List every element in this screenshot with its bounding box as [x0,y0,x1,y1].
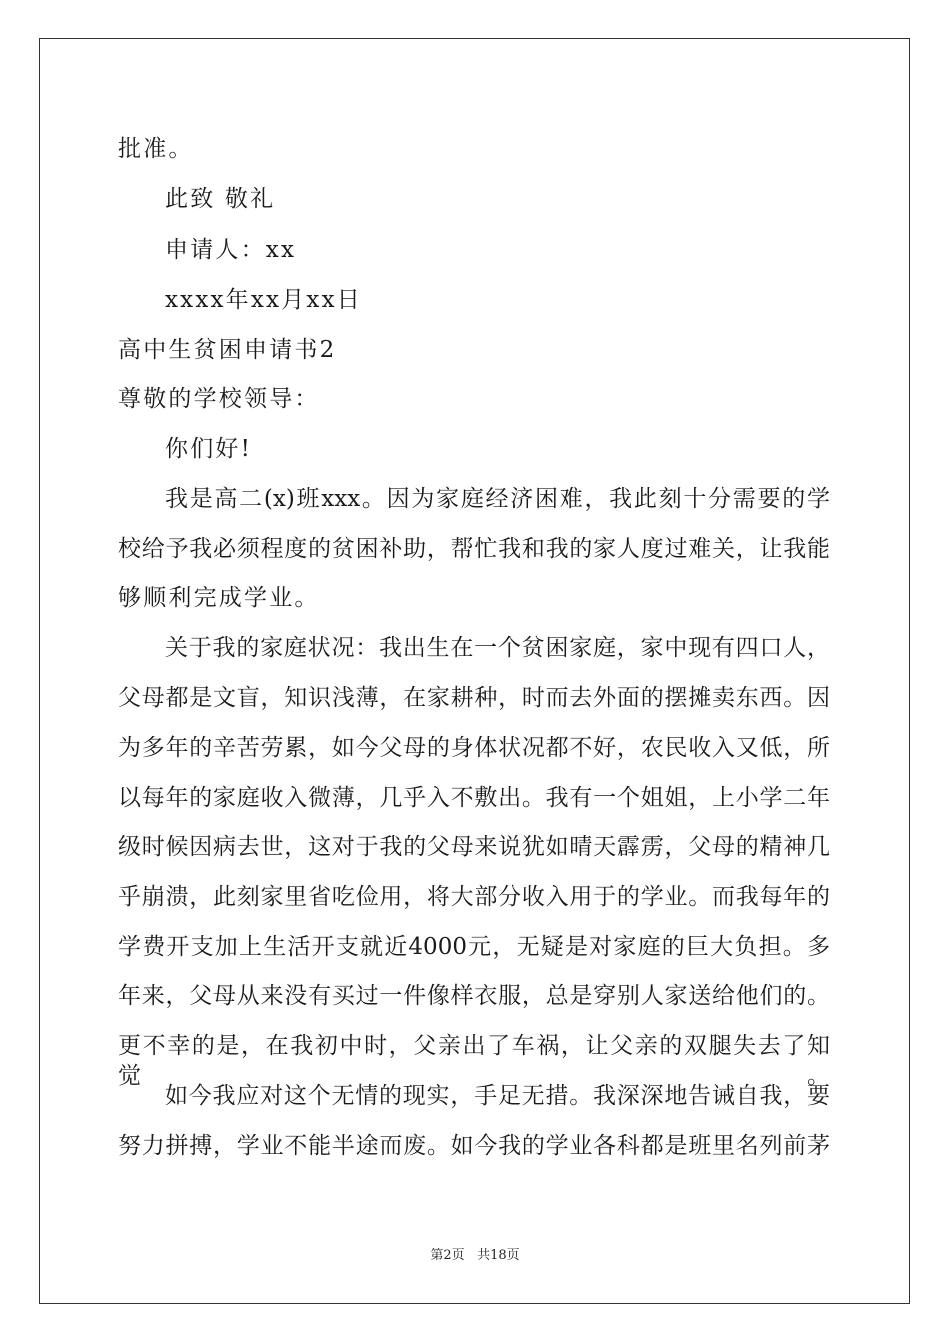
paragraph-2-line-4: 以每年的家庭收入微薄，几乎入不敷出。我有一个姐姐，上小学二年 [118,785,830,811]
paragraph-2-line-2: 父母都是文盲，知识浅薄，在家耕种，时而去外面的摆摊卖东西。因 [118,685,830,711]
paragraph-3-line-1: 如今我应对这个无情的现实，手足无措。我深深地告诫自我，要 [165,1083,830,1109]
section-heading: 高中生贫困申请书2 [118,337,337,363]
paragraph-2-line-9: 更不幸的是，在我初中时，父亲出了车祸，让父亲的双腿失去了知觉。 [118,1033,830,1089]
paragraph-1-line-2: 校给予我必须程度的贫困补助，帮忙我和我的家人度过难关，让我能 [118,536,830,562]
paragraph-2-line-6: 乎崩溃，此刻家里省吃俭用，将大部分收入用于的学业。而我每年的 [118,884,830,910]
paragraph-3-line-2: 努力拼搏，学业不能半途而废。如今我的学业各科都是班里名列前茅 [118,1133,830,1159]
page-footer [0,1247,950,1265]
paragraph-2-line-5: 级时候因病去世，这对于我的父母来说犹如晴天霹雳，父母的精神几 [118,834,830,860]
total-pages: 共18页 [477,1248,520,1263]
greeting-line: 你们好! [165,436,253,462]
salutation-closing: 此致 敬礼 [165,186,276,212]
paragraph-1-line-3: 够顺利完成学业。 [118,585,320,611]
page-number: 第2页 [430,1248,465,1263]
paragraph-2-line-8: 年来，父母从来没有买过一件像样衣服，总是穿别人家送给他们的。 [118,983,830,1009]
paragraph-2-line-3: 为多年的辛苦劳累，如今父母的身体状况都不好，农民收入又低，所 [118,735,830,761]
closing-approval-line: 批准。 [118,136,194,162]
paragraph-1-line-1: 我是高二(x)班xxx。因为家庭经济困难，我此刻十分需要的学 [165,486,830,512]
page-border [39,38,910,1304]
paragraph-2-line-7: 学费开支加上生活开支就近4000元，无疑是对家庭的巨大负担。多 [118,934,830,960]
applicant-signature: 申请人：xx [165,237,297,263]
paragraph-2-line-1: 关于我的家庭状况：我出生在一个贫困家庭，家中现有四口人， [165,635,830,661]
addressee-line: 尊敬的学校领导： [118,386,320,412]
date-line: xxxx年xx月xx日 [165,287,362,313]
